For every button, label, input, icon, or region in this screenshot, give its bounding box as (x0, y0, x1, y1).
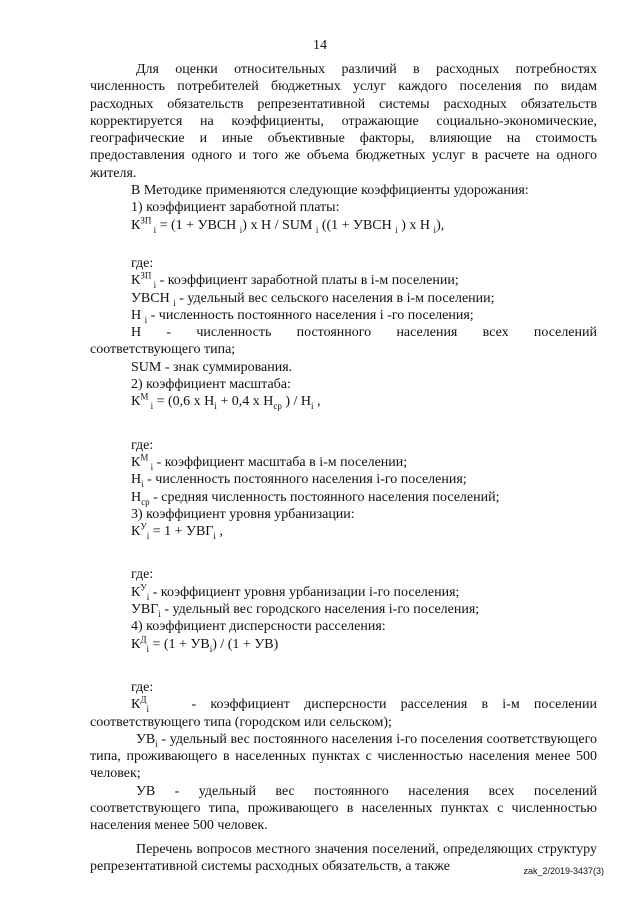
wage-coefficient-title: 1) коэффициент заработной платы: (131, 200, 340, 216)
definition-total-population-line2: соответствующего типа; (90, 342, 236, 358)
urbanization-coefficient-title: 3) коэффициент уровня урбанизации: (131, 506, 355, 522)
dispersion-coefficient-formula: $К^Д_i = (1 + УВ_i) / (1 + УВ)$ (131, 633, 279, 654)
definition-urban-share: $УВГ_i$ - удельный вес городского населения i-го поселения; (131, 602, 480, 619)
definition-population-i: Н $_i$ - численность постоянного населения i -го поселения; (131, 307, 474, 325)
definition-share-i: $УВ_i$ - удельный вес постоянного населения i-го поселения соответствующего типа, проживающего в населенных пунктах с численностью населения менее 500 человек; (90, 731, 597, 782)
footer-code: zak_2/2019-3437(3) (523, 866, 604, 876)
definition-scale-coefficient: $К^М$ $_i$ - коэффициент масштаба в i-м поселении; (131, 452, 408, 472)
definition-urbanization-coefficient: $К^У_i$ - коэффициент уровня урбанизации i-го поселения; (131, 582, 460, 602)
definition-average-population: $Н_{ср}$ - средняя численность постоянного населения поселений; (131, 489, 500, 507)
dispersion-coefficient-title: 4) коэффициент дисперсности расселения: (131, 619, 386, 635)
definition-sum: SUM - знак суммирования. (131, 359, 293, 375)
closing-paragraph: Перечень вопросов местного значения поселений, определяющих структуру репрезентативной системы расходных обязательств, а также (90, 841, 597, 874)
where-label: где: (131, 679, 154, 695)
definition-share-all: УВ - удельный вес постоянного населения всех поселений соответствующего типа, проживающего в населенных пунктах с численностью населения менее 500 человек. (90, 783, 597, 834)
scale-coefficient-title: 2) коэффициент масштаба: (131, 377, 291, 393)
scale-coefficient-formula: $К^М$ $_i$ = (0,6 х $Н_i + 0,4$ х $Н_{ср}$ ) / $Н_i$ , (131, 391, 321, 412)
where-label: где: (131, 437, 154, 453)
definition-wage-coefficient: $К^{ЗП}$ $_i$ - коэффициент заработной платы в i-м поселении; (131, 270, 459, 291)
where-label: где: (131, 255, 154, 271)
definition-dispersion-line1: $К^Д_i$ - коэффициент дисперсности расселения в i-м поселении (131, 694, 597, 714)
where-label: где: (131, 567, 154, 583)
definition-population-i-2: $Н_i$ - численность постоянного населения i-го поселения; (131, 472, 467, 490)
wage-coefficient-formula: $К^{ЗП}$ $_i$ = (1 + УВСН $_i$) х Н / SUM $_i$ ((1 + УВСН $_i$ ) х Н $_i$), (131, 215, 445, 235)
document-body (90, 61, 597, 875)
definition-dispersion-line2: соответствующего типа (городском или сельском); (90, 714, 392, 730)
page-number: 14 (313, 38, 327, 53)
intro-paragraph: Для оценки относительных различий в расходных потребностях численность потребителей бюджетных услуг каждого поселения по видам расходных обязательств репрезентативной системы расходных обязательств корректируется на коэффициенты, отражающие социально-экономические, географические и иные объективные факторы, влияющие на стоимость предоставления одного и того же объема бюджетных услуг в расчете на одного жителя. (90, 62, 597, 181)
urbanization-coefficient-formula: $К^У_i = 1 + УВГ_i$ , (131, 521, 223, 541)
definition-total-population-line1: Н - численность постоянного населения всех поселений (131, 325, 597, 341)
definition-rural-share: УВСН $_i$ - удельный вес сельского населения в i-м поселении; (131, 290, 495, 308)
coefficients-intro: В Методике применяются следующие коэффициенты удорожания: (131, 183, 529, 199)
